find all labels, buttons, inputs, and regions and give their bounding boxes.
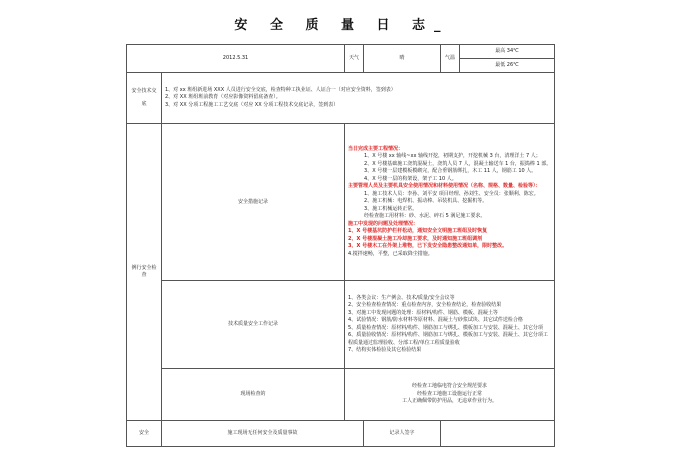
safety-measures-content [345, 124, 555, 281]
problems-heading: 施工中发现的问题及处理情况： [348, 220, 419, 227]
problem-item: 2、X 号楼混凝土施工冷却施工要求，及时通知施工班组调剂 [348, 235, 483, 242]
problem-item: 1、X 号楼基坑防护栏杆松动，通知安全文明施工班组及时恢复 [348, 228, 488, 235]
equipment-item: 经检查施工用材料：砂、水泥、碎石 5 满足施工要求。 [364, 213, 486, 220]
tech-disclosure-content [162, 73, 555, 124]
quality-item: 2、安全检查检查情况：重点检查内容，安全检查结论，检查验收结果 [348, 302, 502, 308]
work-item: 2、X 号楼基础施工浇筑混凝土，浇筑人员 7 人，混凝土输送车 1 台，振捣棒 1 部。 [364, 160, 552, 167]
site-line: 经检查工地临电符合安全规范要求 [412, 383, 488, 390]
quality-record-content [345, 281, 555, 369]
work-item: 4、X 号楼一层的构架设，架子工 10 人。 [364, 175, 457, 182]
site-line: 工人正确佩带防护用品，无违章作业行为。 [402, 398, 498, 405]
quality-item: 3、对施工中发现问题的处理：原材料/构件、钢筋、模板、混凝土等 [348, 309, 498, 316]
work-item: 1、X 号楼 xx 轴线~xx 轴线开挖，初期支护，开挖机械 3 台，清理洋土 7 人； [364, 153, 541, 160]
equipment-item: 3、施工机械运转正常。 [364, 205, 418, 212]
weather-label: 天气 [345, 45, 364, 73]
equipment-item: 2、施工机械：电焊机、振动棒、吊装机具、挖掘机等。 [364, 198, 488, 205]
tech-disclosure-item: 2、对 XX 班组班前教育（对应影像资料留底备查）。 [165, 94, 281, 101]
temperature-label: 气温 [441, 45, 460, 73]
work-item: 3、X 号楼一层建模板模砌完，配合垂钢筋绑扎，木工 11 人，钢筋工 10 人。 [364, 168, 537, 175]
quality-item: 4、试验情况：钢筋/防水材料等原材料、混凝土与砂浆试块、其它试件送检合格 [348, 317, 523, 323]
quality-item: 6、质量验收情况：原材料/构件、钢筋加工与绑扎、模板加工与安装、混凝土、其它分项工程质量通过监理验收、分部工程/单位工程质量验收 [348, 332, 548, 346]
equipment-item: 1、施工技术人员：李孙、刘平安 项目经理、孙刘生、安全员：张顺利、陈宏。 [364, 190, 539, 197]
quality-record-label: 技术质量安全工作记录 [162, 281, 345, 369]
inspection-label: 例行安全检查 [127, 124, 162, 421]
quality-item: 1、各类会议：生产例会、技术/质量/安全会议等 [348, 294, 455, 301]
date-cell: 2012.5.31 [127, 45, 345, 73]
tech-disclosure-item: 1、对 xx 班组新进场 XXX 人员进行安全交底，检查特种工执业证、人证合一（对应安全资料，签到表） [165, 86, 396, 93]
quality-item: 5、质量检查情况：原材料/构件、钢筋加工与绑扎、模板加工与安装、混凝土、其它分项 [348, 324, 543, 331]
safety-quality-log-table [126, 44, 555, 447]
recorder-signature-field[interactable] [441, 421, 555, 447]
site-line: 经检查工地施工设施运行正常 [417, 390, 483, 397]
recorder-label: 记录人签字 [364, 421, 441, 447]
tech-disclosure-item: 3、对 XX 分项工程施工工艺交底（对应 XX 分项工程技术交底记录，签到表） [165, 101, 339, 108]
problem-item: 3、X 号楼木工在外架上堆物，已下发安全隐患整改通知单，限时整改。 [348, 243, 508, 250]
temperature-high: 最高 34℃ [460, 45, 555, 59]
temperature-low: 最低 26℃ [460, 59, 555, 73]
site-inspection-content [345, 369, 555, 421]
weather-value: 晴 [364, 45, 441, 73]
safety-measures-label: 安全措施记录 [162, 124, 345, 281]
page-title: 安 全 质 量 日 志_ [234, 18, 450, 33]
site-inspection-label: 现场检查的 [162, 369, 345, 421]
problem-item: 4.搅拌速畅，平整，已采取降尘措施。 [348, 250, 433, 257]
work-heading: 当日完成主要工程情况： [348, 145, 404, 152]
quality-item: 7、结构实体检验及其它检验结果 [348, 347, 422, 353]
footer-content: 施工现场无任何安全及质量事故 [162, 421, 364, 447]
footer-label: 安全 [127, 421, 162, 447]
tech-disclosure-label: 安全技术交底 [127, 73, 162, 124]
equipment-heading: 主要管理人员及主要机具安全使用情况和材料使用情况（名称、规格、数量、检验等）： [348, 183, 541, 190]
